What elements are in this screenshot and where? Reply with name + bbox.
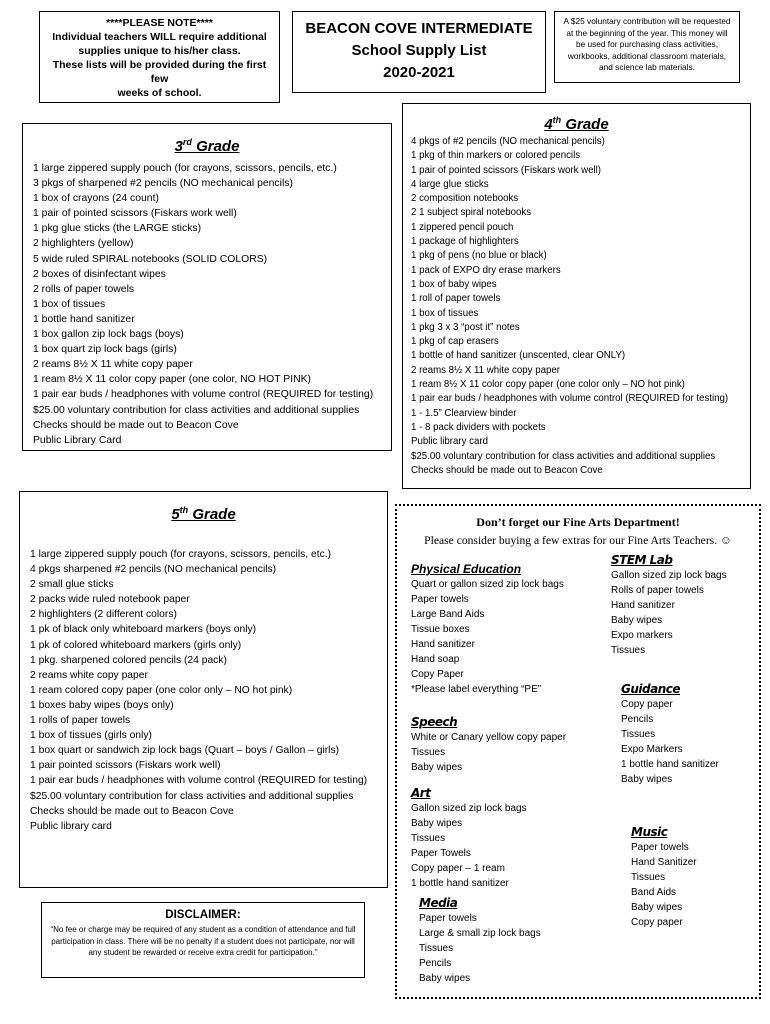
list-item: Baby wipes <box>631 902 683 913</box>
list-item: 1 bottle of hand sanitizer (unscented, clear ONLY) <box>411 350 626 362</box>
note-line: Individual teachers WILL require additional <box>52 31 267 43</box>
list-item: $25.00 voluntary contribution for class activities and additional supplies <box>30 790 354 802</box>
list-item: 1 pkg 3 x 3 “post it” notes <box>411 321 520 333</box>
list-item: 5 wide ruled SPIRAL notebooks (SOLID COLORS) <box>33 253 268 265</box>
list-item: Large Band Aids <box>411 609 485 620</box>
media-heading: Media <box>419 896 458 910</box>
list-item: 1 bottle hand sanitizer <box>411 878 509 889</box>
list-item: 1 - 1.5” Clearview binder <box>411 407 517 419</box>
list-item: Paper towels <box>411 594 469 605</box>
list-item: 1 pk of black only whiteboard markers (boys only) <box>30 624 257 636</box>
list-item: 1 pair ear buds / headphones with volume control (REQUIRED for testing) <box>33 389 374 401</box>
fine-arts-box <box>395 504 761 999</box>
list-item: Copy paper <box>631 917 683 928</box>
list-item: 1 box quart zip lock bags (girls) <box>33 344 177 356</box>
pe-list <box>411 577 611 697</box>
list-item: 1 ream 8½ X 11 color copy paper (one color, NO HOT PINK) <box>33 374 311 386</box>
list-item: Baby wipes <box>419 973 471 984</box>
list-item: Hand soap <box>411 654 460 665</box>
grade-4-box <box>402 103 751 489</box>
stem-list <box>611 568 759 658</box>
note-line: weeks of school. <box>117 87 202 99</box>
list-item: $25.00 voluntary contribution for class activities and additional supplies <box>33 404 360 416</box>
list-item: 1 ream colored copy paper (one color only – NO hot pink) <box>30 684 293 696</box>
list-item: 1 pair ear buds / headphones with volume control (REQUIRED for testing) <box>30 775 368 787</box>
list-item: 1 ream 8½ X 11 color copy paper (one color only – NO hot pink) <box>411 379 685 391</box>
list-item: Hand sanitizer <box>411 639 475 650</box>
list-item: 2 reams 8½ X 11 white copy paper <box>33 359 193 371</box>
guidance-heading: Guidance <box>621 682 680 696</box>
list-item: Public Library Card <box>33 434 122 446</box>
grade-5-box <box>19 491 388 888</box>
list-item: 1 pack of EXPO dry erase markers <box>411 264 561 276</box>
list-item: Public library card <box>411 436 488 448</box>
list-item: Baby wipes <box>411 818 463 829</box>
list-item: 4 pkgs of #2 pencils (NO mechanical pencils) <box>411 136 605 147</box>
list-item: Paper towels <box>631 842 689 853</box>
list-item: 2 packs wide ruled notebook paper <box>30 594 190 606</box>
note-line: ****PLEASE NOTE**** <box>106 17 213 29</box>
list-item: 2 highlighters (2 different colors) <box>30 609 177 621</box>
list-item: 1 box of crayons (24 count) <box>33 193 159 205</box>
list-item: Tissues <box>621 729 656 740</box>
grade-5-list <box>30 547 377 834</box>
disclaimer-text: “No fee or charge may be required of any student as a condition of attendance and full participation in class. There will be no penalty if a student does not participate, nor will any student be rewarded or receive extra credit for participation.” <box>50 925 356 957</box>
guidance-section <box>621 681 759 787</box>
list-item: 1 boxes baby wipes (boys only) <box>30 699 174 711</box>
list-item: Paper towels <box>419 913 477 924</box>
list-item: Copy paper – 1 ream <box>411 863 505 874</box>
grade-3-heading: 3rd Grade <box>174 137 240 155</box>
list-item: 1 box gallon zip lock bags (boys) <box>33 329 184 341</box>
list-item: 1 pair of pointed scissors (Fiskars work well) <box>411 164 602 176</box>
list-item: 2 reams white copy paper <box>30 669 148 681</box>
voluntary-contribution-box <box>554 11 740 83</box>
art-section <box>411 785 611 891</box>
list-item: 3 pkgs of sharpened #2 pencils (NO mechanical pencils) <box>33 178 293 190</box>
title-box <box>292 11 546 93</box>
list-item: Public library card <box>30 820 112 832</box>
disclaimer-box <box>41 902 365 978</box>
list-item: Gallon sized zip lock bags <box>411 803 527 814</box>
list-item: 1 roll of paper towels <box>411 293 501 305</box>
list-item: Baby wipes <box>411 762 463 773</box>
list-item: Checks should be made out to Beacon Cove <box>33 419 239 431</box>
list-item: Tissue boxes <box>411 624 470 635</box>
list-item: Tissues <box>419 943 454 954</box>
list-item: Expo markers <box>611 630 673 641</box>
list-item: 1 package of highlighters <box>411 236 519 248</box>
list-item: Gallon sized zip lock bags <box>611 570 727 581</box>
grade-3-list <box>33 161 381 448</box>
list-item: Baby wipes <box>611 615 663 626</box>
list-item: 4 large glue sticks <box>411 178 489 190</box>
art-list <box>411 801 611 891</box>
list-item: *Please label everything “PE” <box>411 684 542 695</box>
list-item: Copy paper <box>621 699 673 710</box>
speech-section <box>411 714 611 775</box>
list-title: School Supply List <box>351 42 487 59</box>
list-item: 2 small glue sticks <box>30 579 114 591</box>
note-line: supplies unique to his/her class. <box>78 45 241 57</box>
music-list <box>631 840 759 930</box>
grade-5-heading: 5th Grade <box>171 505 236 523</box>
list-item: 1 pair pointed scissors (Fiskars work well) <box>30 760 221 772</box>
list-item: Checks should be made out to Beacon Cove <box>30 805 234 817</box>
list-item: 1 pair of pointed scissors (Fiskars work well) <box>33 208 237 220</box>
list-item: Large & small zip lock bags <box>419 928 541 939</box>
list-item: 1 box of tissues <box>33 298 106 310</box>
list-item: 2 rolls of paper towels <box>33 283 135 295</box>
list-item: Tissues <box>631 872 666 883</box>
voluntary-text: A $25 voluntary contribution will be requested at the beginning of the year. This money will be used for purchasing class activities, workbooks, additional classroom materials, and science lab materials. <box>563 16 731 72</box>
guidance-list <box>621 697 759 787</box>
list-item: 1 pkg of pens (no blue or black) <box>411 250 547 262</box>
list-item: 1 pk of colored whiteboard markers (girls only) <box>30 639 242 651</box>
grade-3-box <box>22 123 392 451</box>
stem-section <box>611 552 759 658</box>
list-item: 1 box of tissues <box>411 307 479 319</box>
list-item: 1 box of baby wipes <box>411 278 497 290</box>
list-item: Pencils <box>419 958 452 969</box>
school-year: 2020-2021 <box>383 64 455 81</box>
disclaimer-title: DISCLAIMER: <box>165 909 241 921</box>
list-item: 1 large zippered supply pouch (for crayons, scissors, pencils, etc.) <box>30 549 332 560</box>
speech-list <box>411 730 611 775</box>
list-item: Quart or gallon sized zip lock bags <box>411 579 564 590</box>
list-item: 1 pkg of thin markers or colored pencils <box>411 150 581 162</box>
list-item: 4 pkgs sharpened #2 pencils (NO mechanical pencils) <box>30 564 277 576</box>
list-item: Hand sanitizer <box>611 600 675 611</box>
list-item: 1 box quart or sandwich zip lock bags (Quart – boys / Gallon – girls) <box>30 745 340 757</box>
list-item: Checks should be made out to Beacon Cove <box>411 464 603 476</box>
list-item: Rolls of paper towels <box>611 585 704 596</box>
media-section <box>419 895 609 986</box>
teacher-note-box <box>39 11 280 103</box>
media-list <box>419 911 609 986</box>
music-section <box>631 824 759 930</box>
list-item: Pencils <box>621 714 654 725</box>
note-line: These lists will be provided during the first few <box>52 59 267 85</box>
list-item: 1 pkg. sharpened colored pencils (24 pack) <box>30 654 227 666</box>
list-item: 1 box of tissues (girls only) <box>30 730 152 742</box>
list-item: Tissues <box>611 645 646 656</box>
speech-heading: Speech <box>411 715 458 729</box>
list-item: 2 boxes of disinfectant wipes <box>33 268 166 280</box>
grade-4-list <box>411 135 742 478</box>
stem-heading: STEM Lab <box>611 553 673 567</box>
list-item: Baby wipes <box>621 774 673 785</box>
list-item: Expo Markers <box>621 744 683 755</box>
list-item: 2 reams 8½ X 11 white copy paper <box>411 364 560 376</box>
list-item: Band Aids <box>631 887 677 898</box>
music-heading: Music <box>631 825 668 839</box>
list-item: 1 zippered pencil pouch <box>411 221 514 233</box>
list-item: Copy Paper <box>411 669 464 680</box>
list-item: 1 bottle hand sanitizer <box>33 313 135 325</box>
list-item: Paper Towels <box>411 848 471 859</box>
art-heading: Art <box>411 786 431 800</box>
list-item: Hand Sanitizer <box>631 857 697 868</box>
list-item: 1 - 8 pack dividers with pockets <box>411 421 546 433</box>
list-item: 1 pkg of cap erasers <box>411 336 499 348</box>
fine-arts-title: Don’t forget our Fine Arts Department! <box>476 515 680 529</box>
list-item: 1 pkg glue sticks (the LARGE sticks) <box>33 223 202 235</box>
school-name: BEACON COVE INTERMEDIATE <box>305 20 533 37</box>
grade-4-heading: 4th Grade <box>544 115 609 133</box>
list-item: 1 rolls of paper towels <box>30 715 131 727</box>
fine-arts-subtitle: Please consider buying a few extras for our Fine Arts Teachers. ☺ <box>424 534 732 547</box>
list-item: 2 highlighters (yellow) <box>33 238 134 250</box>
list-item: 1 pair ear buds / headphones with volume control (REQUIRED for testing) <box>411 393 729 405</box>
list-item: $25.00 voluntary contribution for class activities and additional supplies <box>411 450 716 462</box>
pe-section <box>411 561 611 697</box>
list-item: Tissues <box>411 747 446 758</box>
list-item: 1 large zippered supply pouch (for crayons, scissors, pencils, etc.) <box>33 163 337 174</box>
list-item: Tissues <box>411 833 446 844</box>
list-item: 2 1 subject spiral notebooks <box>411 207 532 219</box>
list-item: 2 composition notebooks <box>411 193 519 205</box>
pe-heading: Physical Education <box>411 562 522 576</box>
list-item: White or Canary yellow copy paper <box>411 732 567 743</box>
list-item: 1 bottle hand sanitizer <box>621 759 719 770</box>
